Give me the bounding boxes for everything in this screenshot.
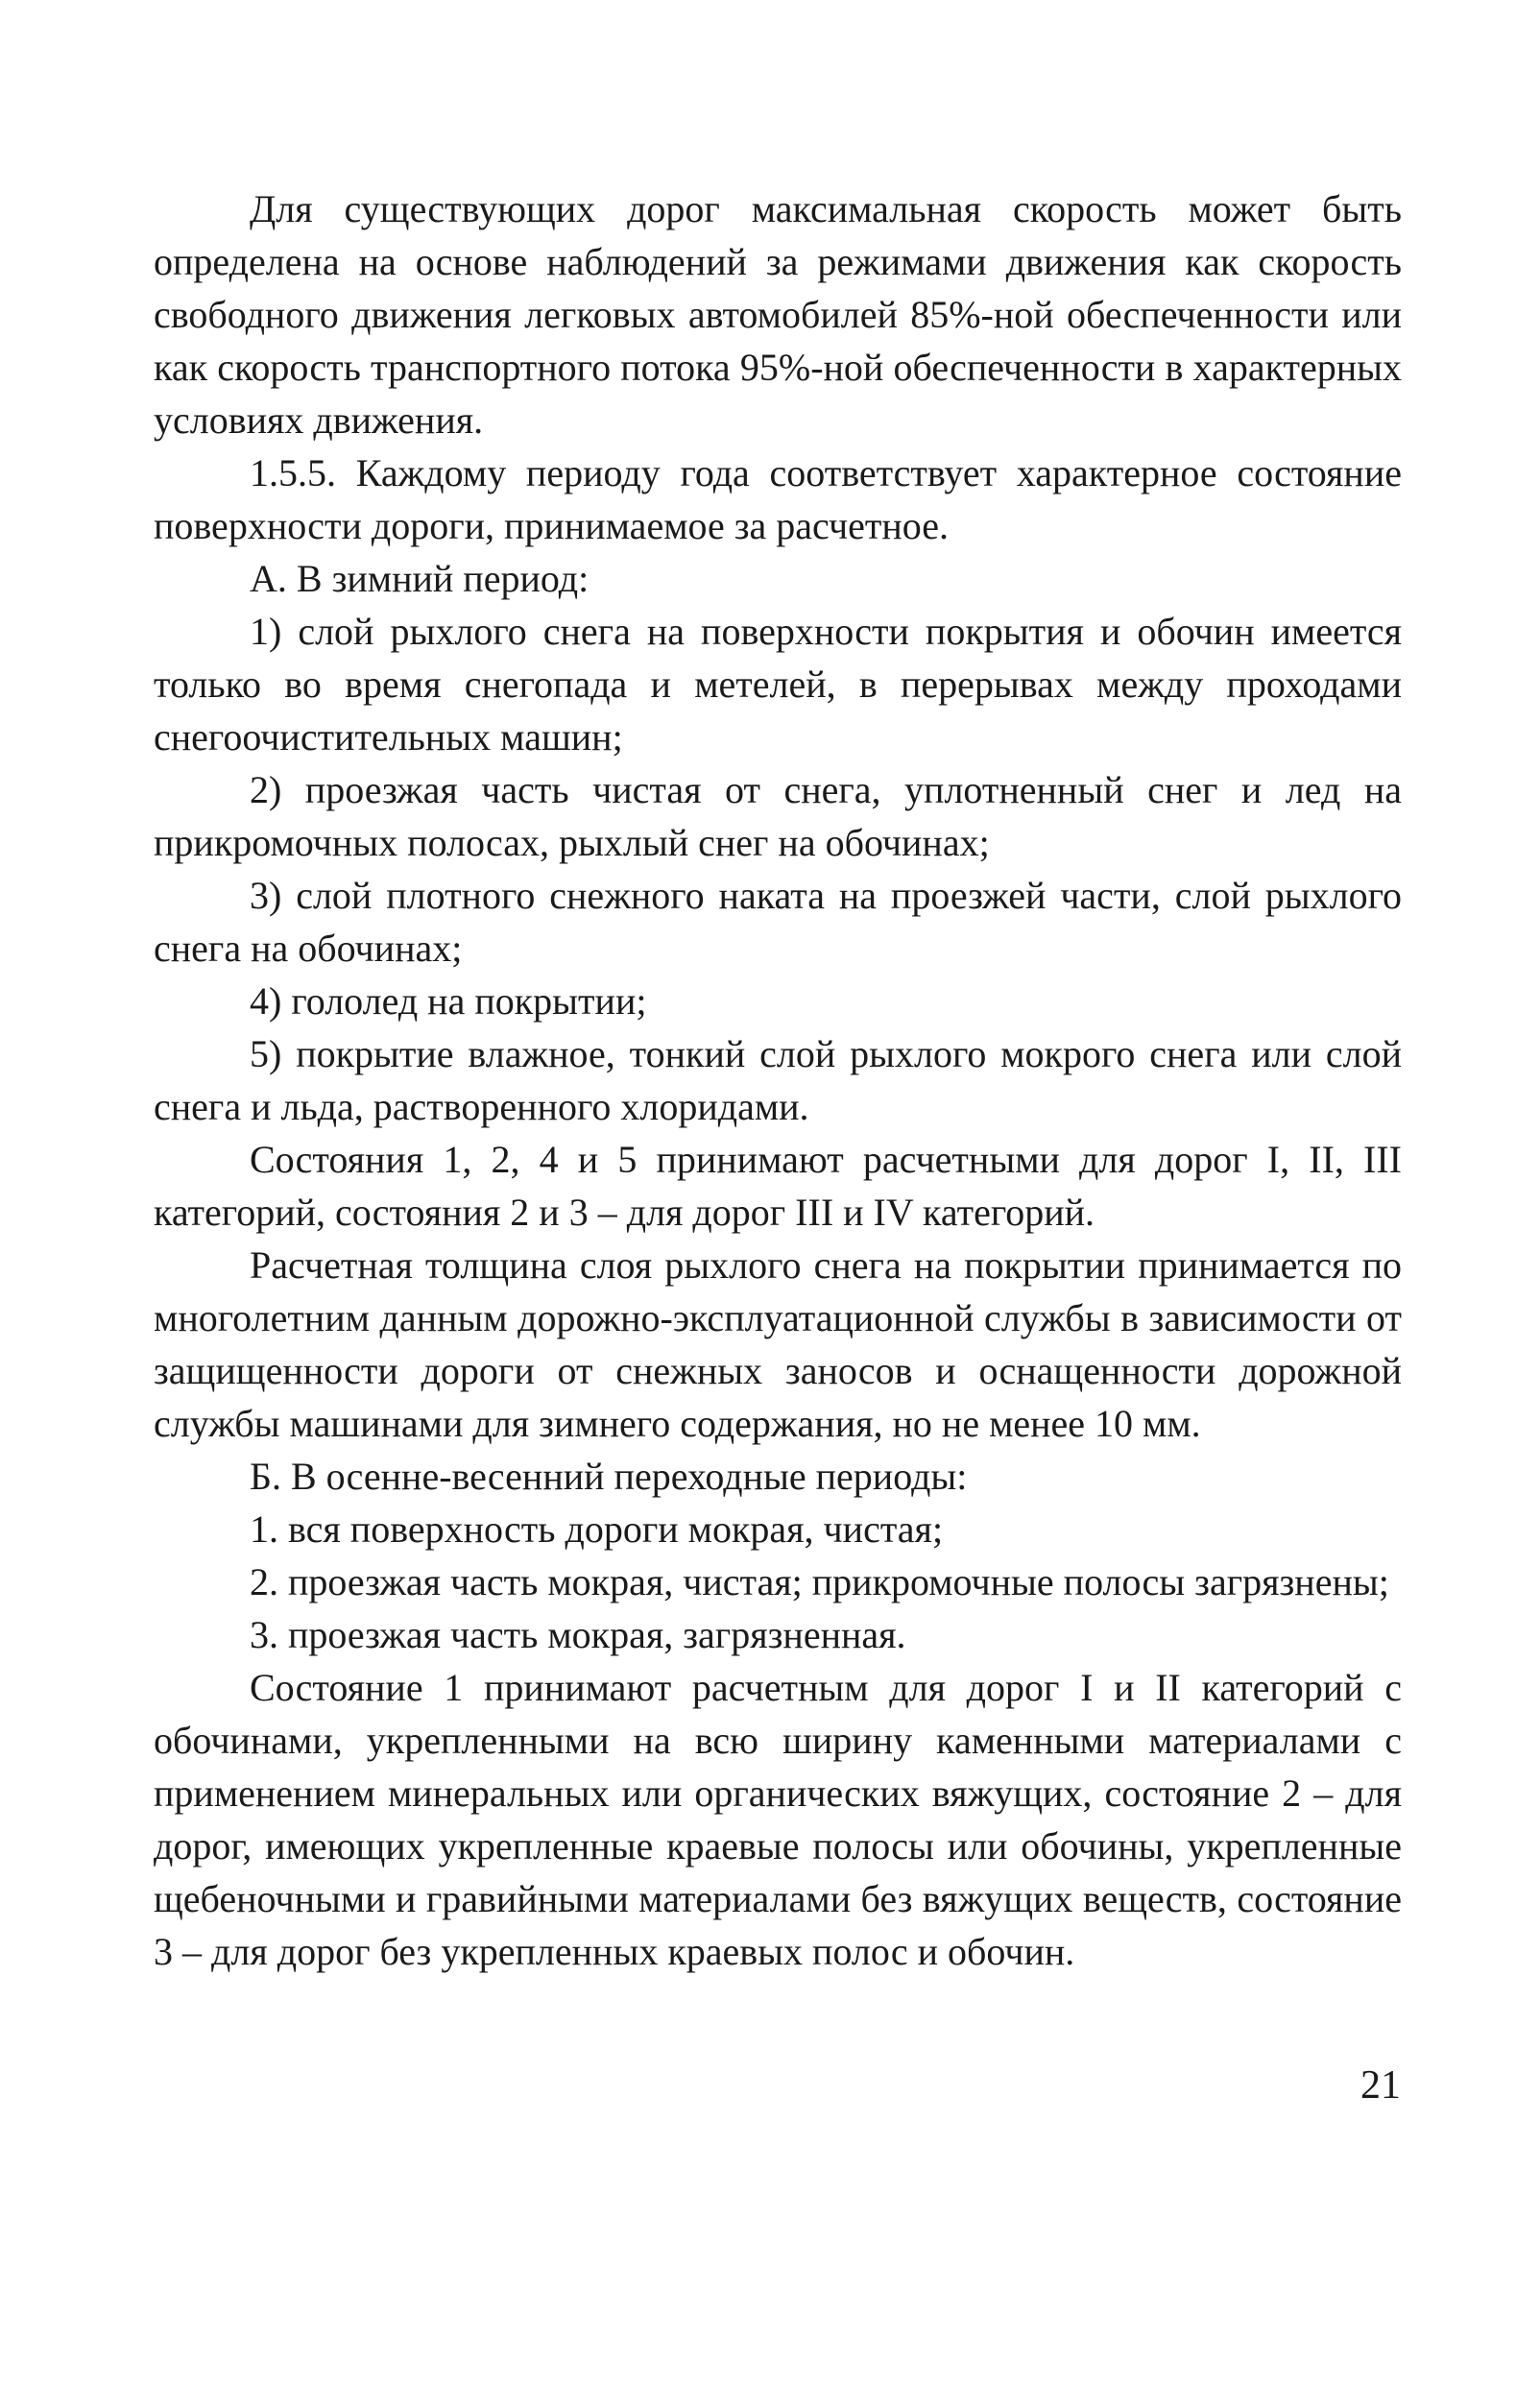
paragraph-transition-states: Состояние 1 принимают расчетным для дорог I и II категорий с обочинами, укрепленными на всю ширину каменными материалами с применением минеральных или органических вяжущих, состояние 2 – для дорог, имеющих укрепленные краевые полосы или обочины, укрепленные щебеночными и гравийными материалами без вяжущих веществ, состояние 3 – для дорог без укрепленных краевых полос и обочин. bbox=[154, 1666, 1402, 1973]
paragraph-snow-thickness: Расчетная толщина слоя рыхлого снега на покрытии принимается по многолетним данным дорожно-эксплуатационной службы в зависимости от защищенности дороги от снежных заносов и оснащенности дорожной службы машинами для зимнего содержания, но не менее 10 мм. bbox=[154, 1243, 1402, 1445]
list-item-winter-2: 2) проезжая часть чистая от снега, уплотненный снег и лед на прикромочных полосах, рыхлый снег на обочинах; bbox=[154, 768, 1402, 864]
list-item-winter-1: 1) слой рыхлого снега на поверхности покрытия и обочин имеется только во время снегопада и метелей, в перерывах между проходами снегоочистительных машин; bbox=[154, 610, 1402, 759]
list-item-transition-1: 1. вся поверхность дороги мокрая, чистая; bbox=[250, 1507, 944, 1551]
list-item-winter-5: 5) покрытие влажное, тонкий слой рыхлого мокрого снега или слой снега и льда, растворенного хлоридами. bbox=[154, 1032, 1402, 1128]
paragraph-winter-states: Состояния 1, 2, 4 и 5 принимают расчетными для дорог I, II, III категорий, состояния 2 и 3 – для дорог III и IV категорий. bbox=[154, 1138, 1402, 1234]
page-number: 21 bbox=[1360, 2063, 1401, 2108]
paragraph-winter-heading: А. В зимний период: bbox=[250, 557, 590, 600]
paragraph-section-1-5-5: 1.5.5. Каждому периоду года соответствует характерное состояние поверхности дороги, принимаемое за расчетное. bbox=[154, 451, 1402, 547]
list-item-transition-3: 3. проезжая часть мокрая, загрязненная. bbox=[250, 1613, 906, 1656]
paragraph-max-speed: Для существующих дорог максимальная скорость может быть определена на основе наблюдений за режимами движения как скорость свободного движения легковых автомобилей 85%-ной обеспеченности или как скорость транспортного потока 95%-ной обеспеченности в характерных условиях движения. bbox=[154, 187, 1402, 442]
list-item-winter-4: 4) гололед на покрытии; bbox=[250, 979, 647, 1023]
list-item-winter-3: 3) слой плотного снежного наката на проезжей части, слой рыхлого снега на обочинах; bbox=[154, 874, 1402, 970]
list-item-transition-2: 2. проезжая часть мокрая, чистая; прикромочные полосы загрязнены; bbox=[250, 1560, 1389, 1603]
paragraph-transition-heading: Б. В осенне-весенний переходные периоды: bbox=[250, 1455, 968, 1498]
page-body bbox=[154, 182, 1402, 1978]
